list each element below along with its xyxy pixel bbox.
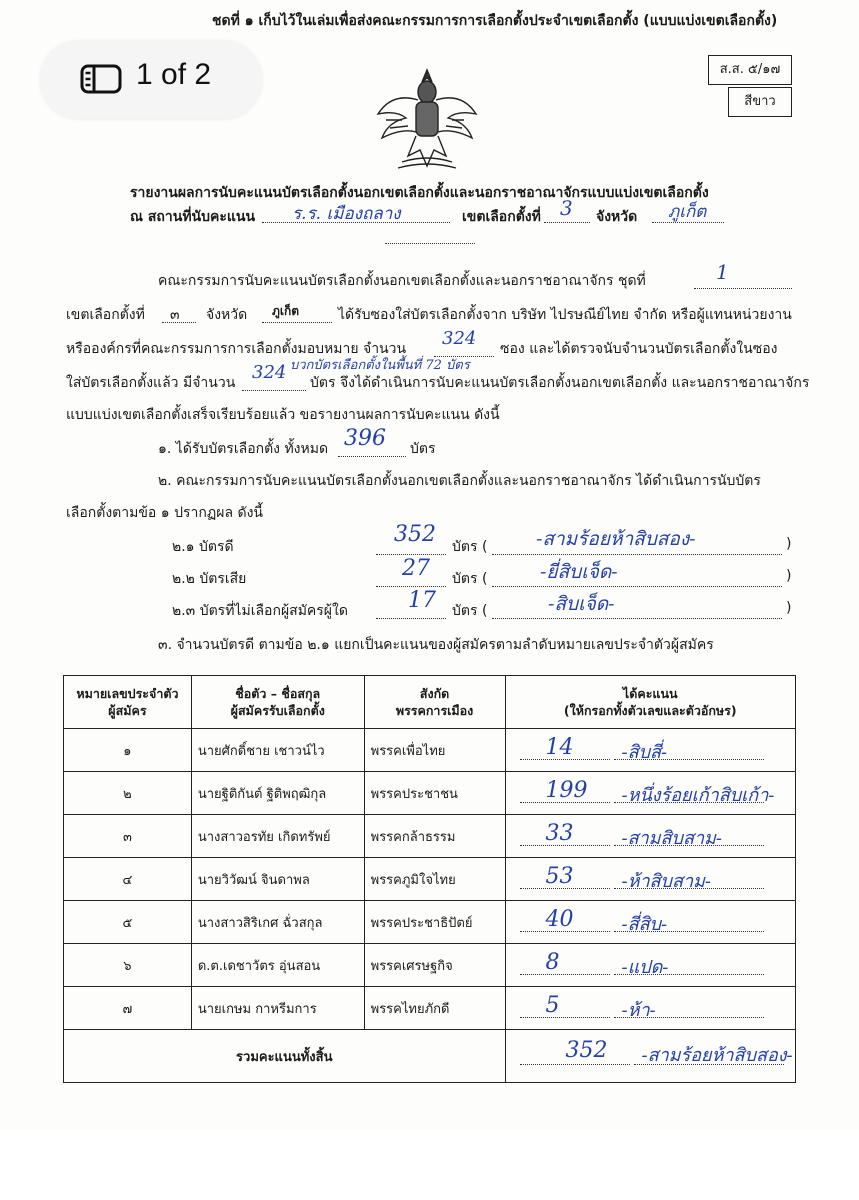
page-list-icon [80, 64, 122, 94]
page-indicator-text: 1 of 2 [136, 58, 212, 91]
candidate-votes: 33 [545, 821, 574, 846]
candidate-votes-words: -สามสิบสาม- [621, 828, 722, 849]
candidate-votes-words: -แปด- [621, 957, 669, 978]
candidate-party: พรรคเพื่อไทย [364, 729, 505, 772]
candidate-name: นายวิวัฒน์ จินดาพล [191, 858, 364, 901]
sub1-words-dots [492, 554, 782, 555]
item1-label: ๑. ได้รับบัตรเลือกตั้ง ทั้งหมด [158, 441, 329, 457]
sub1-value: 352 [394, 522, 436, 547]
para1-i: แบบแบ่งเขตเลือกตั้งเสร็จเรียบร้อยแล้ว ขอรายงานผลการนับคะแนน ดังนี้ [66, 407, 500, 423]
title-separator [385, 243, 475, 244]
table-row [64, 729, 796, 772]
candidate-votes: 40 [545, 907, 574, 932]
results-table [63, 675, 796, 1083]
table-header-row [64, 676, 796, 729]
candidate-votes: 14 [545, 735, 574, 760]
district-dots [544, 222, 590, 223]
para1-g: ใส่บัตรเลือกตั้งแล้ว มีจำนวน [66, 375, 236, 391]
col-header-party: สังกัด พรรคการเมือง [364, 676, 505, 729]
total-votes: 352 [565, 1038, 608, 1063]
candidate-votes: 8 [545, 950, 560, 975]
candidate-votes: 199 [545, 778, 588, 803]
para1-e: หรือองค์กรที่คณะกรรมการการเลือกตั้งมอบหมาย จำนวน [66, 341, 407, 357]
candidate-party: พรรคประชาชน [364, 772, 505, 815]
total-score-cell [505, 1030, 796, 1083]
bottom-margin [0, 1130, 859, 1200]
candidate-votes-words: -ห้า- [621, 1000, 656, 1021]
province-printed: ภูเก็ต [272, 304, 300, 318]
set-dots [694, 288, 792, 289]
candidate-votes-words: -สิบสี่- [621, 742, 668, 763]
para1-f: ซอง และได้ตรวจนับจำนวนบัตรเลือกตั้งในซอง [500, 341, 778, 357]
candidate-number: ๗ [64, 987, 192, 1030]
sub1-unit: บัตร ( [452, 539, 488, 555]
candidate-votes-words: -สี่สิบ- [621, 914, 668, 935]
sub1-close: ) [786, 536, 792, 552]
district-no: ๓ [170, 307, 180, 323]
item1-value: 396 [344, 426, 386, 451]
table-row [64, 815, 796, 858]
candidate-score-cell [505, 901, 796, 944]
candidate-number: ๒ [64, 772, 192, 815]
form-code-box: ส.ส. ๕/๑๗ [708, 55, 792, 85]
sub3-label: ๒.๓ บัตรที่ไม่เลือกผู้สมัครผู้ใด [172, 603, 348, 619]
sub3-unit: บัตร ( [452, 603, 488, 619]
sub3-close: ) [786, 600, 792, 616]
handwritten-note: บวกบัตรเลือกตั้งในพื้นที่ 72 บัตร [290, 358, 470, 373]
candidate-name: นางสาวสิริเกศ ฉั่วสกุล [191, 901, 364, 944]
place-label: ณ สถานที่นับคะแนน [130, 209, 256, 225]
candidate-score-cell [505, 729, 796, 772]
candidate-party: พรรคไทยภักดี [364, 987, 505, 1030]
sub1-words: -สามร้อยห้าสิบสอง- [536, 528, 696, 550]
sub2-words: -ยี่สิบเจ็ด- [540, 561, 618, 583]
table-row [64, 944, 796, 987]
sub3-words-dots [492, 618, 782, 619]
candidate-number: ๖ [64, 944, 192, 987]
candidate-votes: 5 [545, 993, 560, 1018]
table-row [64, 901, 796, 944]
report-title: รายงานผลการนับคะแนนบัตรเลือกตั้งนอกเขตเลือกตั้งและนอกราชอาณาจักรแบบแบ่งเขตเลือกตั้ง [130, 185, 709, 201]
candidate-party: พรรคเศรษฐกิจ [364, 944, 505, 987]
table-row [64, 858, 796, 901]
candidate-name: นายศักดิ์ชาย เชาวน์ไว [191, 729, 364, 772]
place-value: ร.ร. เมืองถลาง [292, 204, 401, 224]
sub2-close: ) [786, 568, 792, 584]
para1-b: เขตเลือกตั้งที่ [66, 307, 145, 323]
sub2-unit: บัตร ( [452, 571, 488, 587]
candidate-number: ๓ [64, 815, 192, 858]
province-label: จังหวัด [596, 209, 638, 225]
candidate-score-cell [505, 987, 796, 1030]
sub3-value: 17 [408, 588, 436, 613]
sub2-words-dots [492, 586, 782, 587]
color-label-box: สีขาว [728, 87, 792, 117]
province-dots-2 [262, 322, 332, 323]
sub2-dots [376, 586, 446, 587]
candidate-number: ๑ [64, 729, 192, 772]
envelopes-value: 324 [442, 328, 477, 349]
candidate-party: พรรคประชาธิปัตย์ [364, 901, 505, 944]
copy-note: ชดที่ ๑ เก็บไว้ในเล่มเพื่อส่งคณะกรรมการการเลือกตั้งประจำเขตเลือกตั้ง (แบบแบ่งเขตเลือกตั้ง) [212, 13, 778, 29]
item2-a: ๒. คณะกรรมการนับคะแนนบัตรเลือกตั้งนอกเขตเลือกตั้งและนอกราชอาณาจักร ได้ดำเนินการนับบัตร [158, 473, 761, 489]
para1-d: ได้รับซองใส่บัตรเลือกตั้งจาก บริษัท ไปรษณีย์ไทย จำกัด หรือผู้แทนหน่วยงาน [338, 307, 792, 323]
para1-c: จังหวัด [206, 307, 248, 323]
table-row [64, 772, 796, 815]
candidate-name: นายฐิติกันต์ ฐิติพฤฒิกุล [191, 772, 364, 815]
set-no: 1 [716, 260, 729, 284]
item1-unit: บัตร [410, 441, 436, 457]
sub3-dots [376, 618, 446, 619]
item1-dots [338, 456, 406, 457]
district-value: 3 [560, 196, 573, 220]
para1-a: คณะกรรมการนับคะแนนบัตรเลือกตั้งนอกเขตเลือกตั้งและนอกราชอาณาจักร ชุดที่ [158, 273, 646, 289]
item2-b: เลือกตั้งตามข้อ ๑ ปรากฏผล ดังนี้ [66, 505, 263, 521]
candidate-party: พรรคภูมิใจไทย [364, 858, 505, 901]
garuda-emblem-icon [372, 62, 482, 174]
candidate-number: ๔ [64, 858, 192, 901]
sub2-label: ๒.๒ บัตรเสีย [172, 571, 247, 587]
candidate-number: ๕ [64, 901, 192, 944]
sub3-words: -สิบเจ็ด- [548, 593, 615, 615]
item3-text: ๓. จำนวนบัตรดี ตามข้อ ๒.๑ แยกเป็นคะแนนของผู้สมัครตามลำดับหมายเลขประจำตัวผู้สมัคร [158, 637, 714, 653]
candidate-score-cell [505, 772, 796, 815]
candidate-name: นางสาวอรทัย เกิดทรัพย์ [191, 815, 364, 858]
page-indicator[interactable] [40, 40, 262, 118]
candidate-votes-words: -ห้าสิบสาม- [621, 871, 712, 892]
candidate-score-cell [505, 944, 796, 987]
col-header-name: ชื่อตัว – ชื่อสกุล ผู้สมัครรับเลือกตั้ง [191, 676, 364, 729]
district-label: เขตเลือกตั้งที่ [462, 209, 541, 225]
sub1-label: ๒.๑ บัตรดี [172, 539, 234, 555]
col-header-votes: ได้คะแนน (ให้กรอกทั้งตัวเลขและตัวอักษร) [505, 676, 796, 729]
para1-h: บัตร จึงได้ดำเนินการนับคะแนนบัตรเลือกตั้งนอกเขตเลือกตั้ง และนอกราชอาณาจักร [310, 375, 810, 391]
col-header-number: หมายเลขประจำตัว ผู้สมัคร [64, 676, 192, 729]
province-value: ภูเก็ต [668, 202, 707, 222]
ballots-in-dots [242, 390, 306, 391]
total-label: รวมคะแนนทั้งสิ้น [64, 1030, 506, 1083]
candidate-votes: 53 [545, 864, 574, 889]
total-row [64, 1030, 796, 1083]
candidate-party: พรรคกล้าธรรม [364, 815, 505, 858]
candidate-votes-words: -หนึ่งร้อยเก้าสิบเก้า- [621, 785, 775, 806]
candidate-name: ด.ต.เดชาวัตร อุ่นสอน [191, 944, 364, 987]
table-row [64, 987, 796, 1030]
sub1-dots [376, 554, 446, 555]
candidate-score-cell [505, 858, 796, 901]
ballots-in-value: 324 [252, 362, 287, 383]
candidate-name: นายเกษม กาหรีมการ [191, 987, 364, 1030]
sub2-value: 27 [402, 556, 430, 581]
candidate-score-cell [505, 815, 796, 858]
total-words: -สามร้อยห้าสิบสอง- [641, 1045, 793, 1066]
